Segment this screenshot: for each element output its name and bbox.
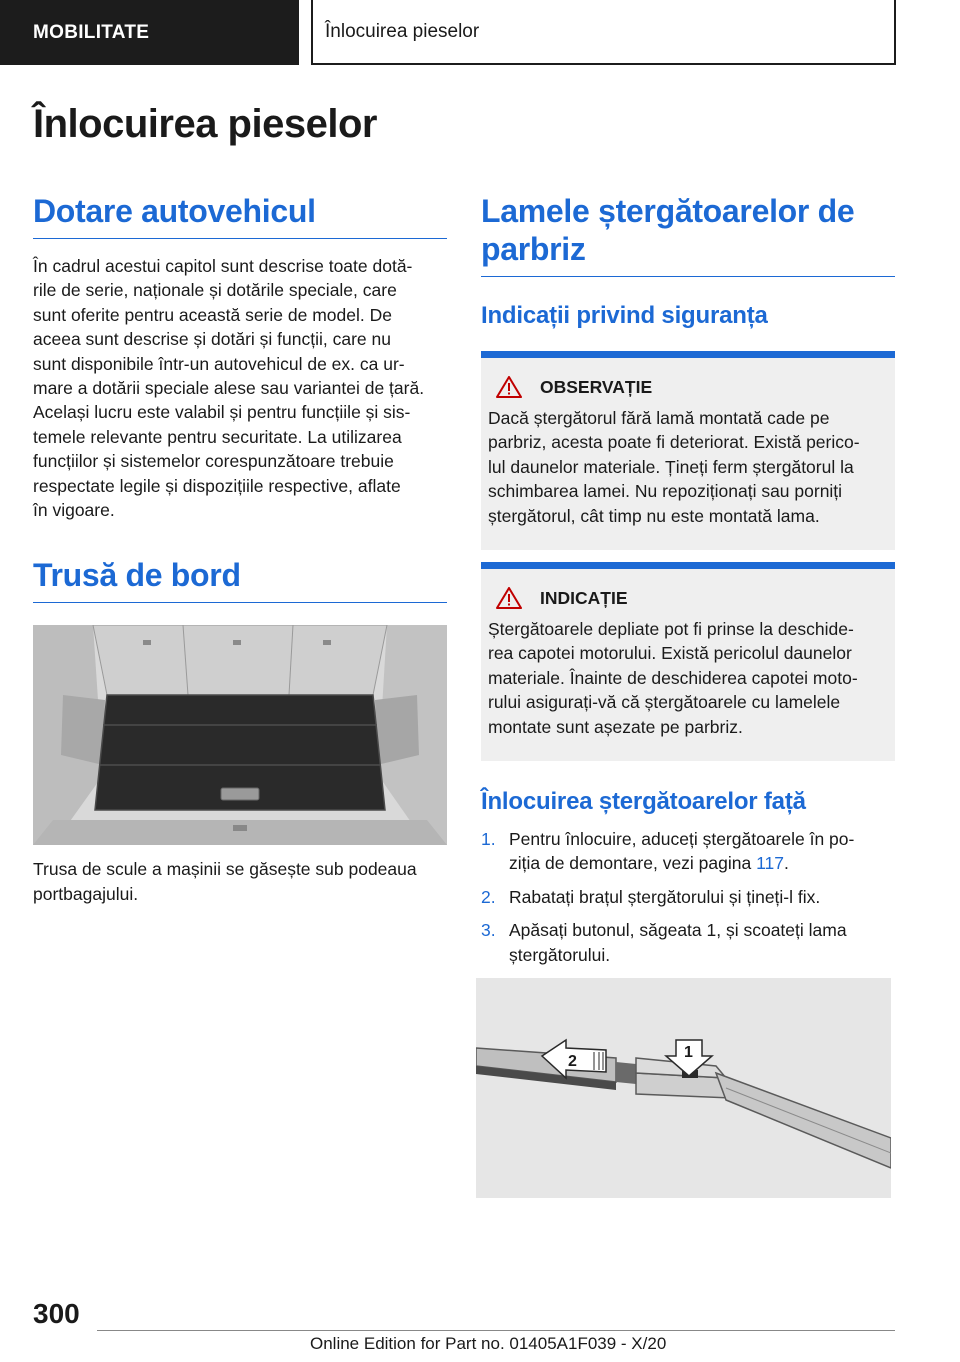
text-line: Trusa de scule a mașinii se găsește sub podeaua (33, 859, 417, 880)
left-column (33, 192, 447, 906)
notice-title (488, 376, 887, 398)
text-line: Apăsați butonul, săgeata 1, și scoateți lama (509, 920, 847, 941)
notice-title (488, 587, 887, 609)
trunk-illustration (33, 625, 447, 845)
notice-text (488, 406, 887, 528)
notice-indicatie (481, 562, 895, 761)
trusa-heading: Trusă de bord (33, 556, 447, 603)
page-title: Înlocuirea pieselor (33, 102, 377, 146)
text-line: temele relevante pentru securitate. La utilizarea (33, 426, 402, 447)
text-line: ziția de demontare, vezi pagina (509, 853, 757, 874)
arrow-label-1: 1 (684, 1044, 693, 1061)
lamele-heading (481, 192, 895, 277)
page-link[interactable]: 117 (756, 853, 784, 874)
text-line: rului asigurați-vă că ștergătoarele cu lamelele (488, 692, 841, 713)
text-line: mare a dotării speciale alese sau variantei de țară. (33, 378, 425, 399)
footer-divider (97, 1330, 895, 1331)
text-line: Dacă ștergătorul fără lamă montată cade pe (488, 408, 830, 428)
step-number: 1. (481, 829, 496, 850)
text-line: aceea sunt descrise și dotări și funcții, care nu (33, 329, 391, 350)
chapter-tab: Înlocuirea pieselor (311, 0, 896, 65)
text-line: funcțiilor și sistemelor corespunzătoare trebuie (33, 451, 394, 472)
step-text (509, 918, 847, 967)
list-item (481, 885, 895, 909)
front-wiper-heading: Înlocuirea ștergătoarelor față (481, 788, 806, 816)
dotare-heading: Dotare autovehicul (33, 192, 447, 239)
text-line: parbriz, acesta poate fi deteriorat. Există perico- (488, 432, 860, 453)
dotare-paragraph (33, 254, 447, 522)
step-number: 3. (481, 920, 496, 941)
text-punct: . (784, 853, 789, 874)
text-line: rile de serie, naționale și dotările speciale, care (33, 280, 397, 301)
wiper-illustration (476, 978, 891, 1198)
text-line: ștergătorului. (509, 944, 611, 965)
text-line: rea capotei motorului. Există pericolul daunelor (488, 643, 852, 664)
trusa-caption (33, 857, 447, 906)
step-text (509, 827, 854, 876)
list-item (481, 827, 895, 876)
arrow-label-2: 2 (568, 1053, 577, 1070)
notice-title-text: INDICAȚIE (540, 587, 628, 608)
text-line: sunt oferite pentru această serie de model. De (33, 304, 392, 325)
step-text: Rabatați brațul ștergătorului și țineți-l fix. (509, 886, 821, 907)
text-line: Ștergătoarele depliate pot fi prinse la deschide- (488, 619, 854, 640)
section-tab: MOBILITATE (0, 0, 299, 65)
notice-title-text: OBSERVAȚIE (540, 376, 653, 397)
text-line: schimbarea lamei. Nu repoziționați sau porniți (488, 481, 843, 502)
notice-text (488, 617, 887, 739)
footer-edition: Online Edition for Part no. 01405A1F039 - X/20 (310, 1334, 667, 1353)
text-line: ștergătorul, cât timp nu este montată lama. (488, 505, 820, 526)
text-line: respectate legile și dispozițiile respective, aflate (33, 475, 401, 496)
trunk-image (33, 625, 447, 845)
right-column (481, 192, 895, 976)
warning-triangle-icon (496, 376, 522, 398)
text-line: În cadrul acestui capitol sunt descrise toate dotă- (33, 256, 413, 276)
list-item (481, 918, 895, 967)
text-line: montate sunt așezate pe parbriz. (488, 716, 743, 737)
heading-line: parbriz (481, 231, 586, 267)
text-line: materiale. Înainte de deschiderea capotei moto- (488, 667, 858, 688)
text-line: Pentru înlocuire, aduceți ștergătoarele în po- (509, 829, 855, 850)
wiper-image (476, 978, 891, 1198)
text-line: sunt disponibile într-un autovehicul de ex. ca ur- (33, 353, 405, 374)
page-number: 300 (33, 1298, 80, 1329)
text-line: lul daunelor materiale. Țineți ferm ștergătorul la (488, 456, 854, 477)
steps-list (481, 827, 895, 967)
heading-line: Lamele ștergătoarelor de (481, 193, 855, 229)
text-line: portbagajului. (33, 883, 139, 904)
text-line: în vigoare. (33, 500, 115, 521)
warning-triangle-icon (496, 587, 522, 609)
step-number: 2. (481, 886, 496, 907)
safety-heading: Indicații privind siguranța (481, 302, 768, 329)
text-line: Același lucru este valabil și pentru funcțiile și sis- (33, 402, 411, 423)
notice-observatie (481, 351, 895, 550)
